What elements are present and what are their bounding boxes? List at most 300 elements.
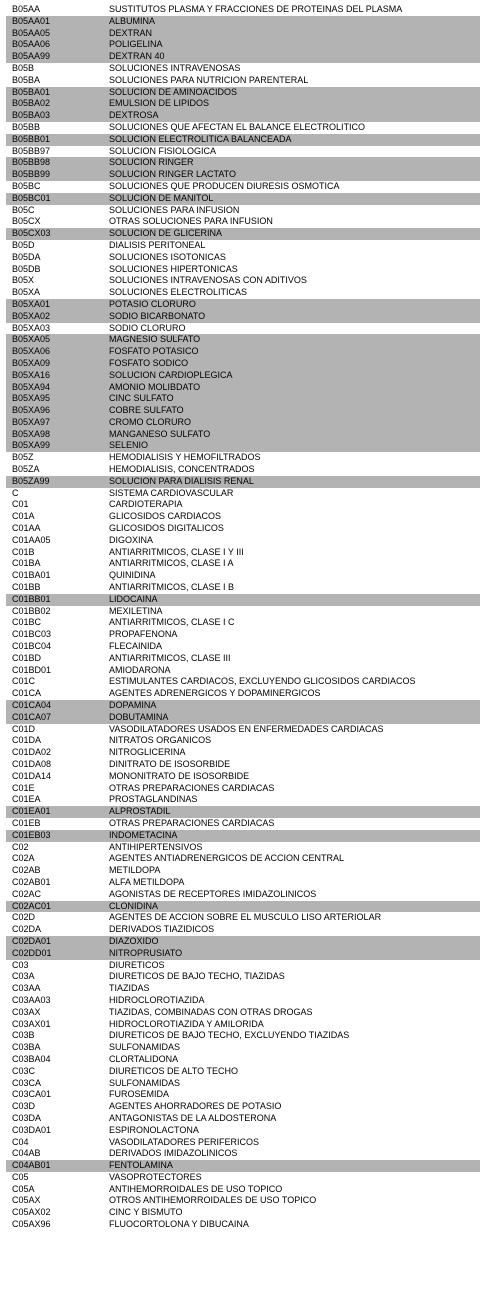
- table-row: [6, 1078, 480, 1090]
- code-cell: B05C: [12, 204, 35, 215]
- code-cell: C01CA07: [6, 712, 103, 724]
- code-cell: C02AC: [12, 888, 42, 899]
- description-cell: DIALISIS PERITONEAL: [109, 239, 206, 250]
- code-cell: C05: [12, 1171, 29, 1182]
- table-row: [6, 948, 480, 960]
- description-cell: SUSTITUTOS PLASMA Y FRACCIONES DE PROTEINAS DEL PLASMA: [109, 4, 403, 14]
- description-cell: DIURETICOS: [109, 959, 165, 970]
- code-cell: C01B: [12, 546, 35, 557]
- code-cell: C01EB03: [6, 830, 103, 842]
- description-cell: CINC SULFATO: [103, 393, 480, 405]
- table-row: [6, 1019, 480, 1031]
- code-cell: C01C: [12, 676, 36, 687]
- table-row: [6, 735, 480, 747]
- table-row: [6, 4, 480, 16]
- table-row: [6, 1184, 480, 1196]
- description-cell: SOLUCION RINGER LACTATO: [103, 169, 480, 181]
- description-cell: CLONIDINA: [103, 901, 480, 913]
- description-cell: SOLUCION DE GLICERINA: [103, 228, 480, 240]
- table-row: [6, 1054, 480, 1066]
- description-cell: DIURETICOS DE BAJO TECHO, TIAZIDAS: [109, 971, 285, 982]
- code-cell: C01EA: [12, 794, 41, 805]
- code-cell: B05XA97: [6, 417, 103, 429]
- description-cell: HEMODIALISIS Y HEMOFILTRADOS: [109, 452, 261, 463]
- table-row: [6, 1137, 480, 1149]
- table-row: [6, 28, 480, 40]
- description-cell: OTRAS PREPARACIONES CARDIACAS: [109, 782, 275, 793]
- description-cell: DOBUTAMINA: [103, 712, 480, 724]
- table-row: [6, 1195, 480, 1207]
- code-cell: B05BB99: [6, 169, 103, 181]
- code-cell: C03D: [12, 1101, 36, 1112]
- code-cell: C03CA01: [12, 1089, 52, 1100]
- table-row: [6, 924, 480, 936]
- description-cell: DEXTRAN: [103, 28, 480, 40]
- table-row: [6, 995, 480, 1007]
- code-cell: B05AA99: [6, 51, 103, 63]
- table-row: [6, 641, 480, 653]
- code-cell: C03CA: [12, 1077, 42, 1088]
- code-cell: B05XA09: [6, 358, 103, 370]
- description-cell: CLORTALIDONA: [109, 1053, 179, 1064]
- code-cell: B05AA: [12, 4, 41, 14]
- description-cell: ESTIMULANTES CARDIACOS, EXCLUYENDO GLICOSIDOS CARDIACOS: [109, 676, 416, 687]
- table-row: [6, 570, 480, 582]
- code-cell: B05XA16: [6, 370, 103, 382]
- table-row: [6, 358, 480, 370]
- description-cell: AGENTES AHORRADORES DE POTASIO: [109, 1101, 282, 1112]
- table-row: [6, 299, 480, 311]
- code-cell: C03C: [12, 1065, 36, 1076]
- table-body: [6, 4, 480, 1231]
- code-cell: B05XA03: [12, 322, 51, 333]
- table-row: [6, 405, 480, 417]
- description-cell: AGENTES ANTIADRENERGICOS DE ACCION CENTRAL: [109, 853, 345, 864]
- description-cell: ESPIRONOLACTONA: [109, 1124, 199, 1135]
- table-row: [6, 676, 480, 688]
- description-cell: SODIO BICARBONATO: [103, 311, 480, 323]
- description-cell: HEMODIALISIS, CONCENTRADOS: [109, 464, 255, 475]
- code-cell: C03BA: [12, 1042, 41, 1053]
- description-cell: SOLUCIONES HIPERTONICAS: [109, 263, 238, 274]
- table-row: [6, 1125, 480, 1137]
- code-cell: C01BA: [12, 558, 41, 569]
- code-cell: C01EB: [12, 817, 41, 828]
- description-cell: SOLUCIONES PARA INFUSION: [109, 204, 240, 215]
- code-cell: B05XA94: [6, 382, 103, 394]
- code-cell: B05XA98: [6, 429, 103, 441]
- table-row: [6, 1148, 480, 1160]
- code-cell: C02AB: [12, 865, 41, 876]
- table-row: [6, 771, 480, 783]
- table-row: [6, 629, 480, 641]
- description-cell: DOPAMINA: [103, 700, 480, 712]
- description-cell: ANTIARRITMICOS, CLASE I Y III: [109, 546, 244, 557]
- code-cell: B05XA99: [6, 440, 103, 452]
- table-row: [6, 488, 480, 500]
- table-row: [6, 275, 480, 287]
- table-row: [6, 747, 480, 759]
- description-cell: PROSTAGLANDINAS: [109, 794, 198, 805]
- description-cell: NITRATOS ORGANICOS: [109, 735, 212, 746]
- description-cell: SOLUCIONES ISOTONICAS: [109, 251, 226, 262]
- description-cell: SOLUCIONES QUE PRODUCEN DIURESIS OSMOTICA: [109, 180, 340, 191]
- code-cell: B05XA: [12, 287, 41, 298]
- table-row: [6, 582, 480, 594]
- code-cell: C05AX: [12, 1195, 41, 1206]
- code-cell: C01AA: [12, 523, 41, 534]
- table-row: [6, 523, 480, 535]
- code-cell: B05X: [12, 275, 35, 286]
- description-cell: COBRE SULFATO: [103, 405, 480, 417]
- table-row: [6, 511, 480, 523]
- table-row: [6, 688, 480, 700]
- table-row: [6, 311, 480, 323]
- description-cell: POTASIO CLORURO: [103, 299, 480, 311]
- table-row: [6, 818, 480, 830]
- code-cell: B05ZA: [12, 464, 40, 475]
- table-row: [6, 323, 480, 335]
- description-cell: TIAZIDAS, COMBINADAS CON OTRAS DROGAS: [109, 1006, 313, 1017]
- table-row: [6, 1030, 480, 1042]
- code-cell: C01CA: [12, 688, 42, 699]
- code-cell: C: [12, 487, 19, 498]
- description-cell: ANTIARRITMICOS, CLASE I B: [109, 582, 235, 593]
- code-cell: C03AA: [12, 983, 41, 994]
- table-row: [6, 51, 480, 63]
- table-row: [6, 558, 480, 570]
- description-cell: GLICOSIDOS DIGITALICOS: [109, 523, 224, 534]
- description-cell: SOLUCION RINGER: [103, 157, 480, 169]
- code-cell: B05XA95: [6, 393, 103, 405]
- code-cell: C02AB01: [12, 876, 51, 887]
- code-cell: C01E: [12, 782, 35, 793]
- code-cell: C02: [12, 841, 29, 852]
- description-cell: OTROS ANTIHEMORROIDALES DE USO TOPICO: [109, 1195, 317, 1206]
- table-row: [6, 1066, 480, 1078]
- description-cell: FLECAINIDA: [109, 641, 163, 652]
- table-row: [6, 983, 480, 995]
- code-cell: B05XA06: [6, 346, 103, 358]
- table-row: [6, 1089, 480, 1101]
- table-row: [6, 476, 480, 488]
- code-cell: B05BB: [12, 121, 41, 132]
- description-cell: ANTIHIPERTENSIVOS: [109, 841, 203, 852]
- table-row: [6, 499, 480, 511]
- table-row: [6, 1160, 480, 1172]
- description-cell: VASODILATADORES PERIFERICOS: [109, 1136, 260, 1147]
- table-row: [6, 417, 480, 429]
- description-cell: SOLUCION ELECTROLITICA BALANCEADA: [103, 134, 480, 146]
- description-cell: DIURETICOS DE ALTO TECHO: [109, 1065, 239, 1076]
- code-cell: C03DA: [12, 1112, 42, 1123]
- code-cell: B05BB98: [6, 157, 103, 169]
- table-row: [6, 205, 480, 217]
- description-cell: CARDIOTERAPIA: [109, 499, 183, 510]
- description-cell: CROMO CLORURO: [103, 417, 480, 429]
- code-cell: C01AA05: [12, 534, 51, 545]
- table-row: [6, 98, 480, 110]
- table-row: [6, 346, 480, 358]
- description-cell: SULFONAMIDAS: [109, 1077, 181, 1088]
- code-cell: B05BA01: [6, 87, 103, 99]
- description-cell: EMULSION DE LIPIDOS: [103, 98, 480, 110]
- table-row: [6, 110, 480, 122]
- description-cell: SULFONAMIDAS: [109, 1042, 181, 1053]
- table-row: [6, 157, 480, 169]
- table-row: [6, 1042, 480, 1054]
- code-cell: B05BA: [12, 74, 41, 85]
- table-row: [6, 134, 480, 146]
- code-cell: B05BA03: [6, 110, 103, 122]
- code-cell: C03: [12, 959, 29, 970]
- table-row: [6, 1207, 480, 1219]
- table-row: [6, 712, 480, 724]
- code-cell: C01CA04: [6, 700, 103, 712]
- code-cell: C03B: [12, 1030, 35, 1041]
- table-row: [6, 122, 480, 134]
- table-row: [6, 1219, 480, 1231]
- description-cell: AGENTES ADRENERGICOS Y DOPAMINERGICOS: [109, 688, 321, 699]
- code-cell: C01DA02: [12, 747, 52, 758]
- code-cell: C01D: [12, 723, 36, 734]
- code-cell: B05BB97: [12, 145, 51, 156]
- table-row: [6, 1101, 480, 1113]
- description-cell: AMIODARONA: [109, 664, 171, 675]
- description-cell: NITROGLICERINA: [109, 747, 186, 758]
- description-cell: HIDROCLOROTIAZIDA: [109, 994, 205, 1005]
- table-row: [6, 181, 480, 193]
- description-cell: HIDROCLOROTIAZIDA Y AMILORIDA: [109, 1018, 264, 1029]
- description-cell: ANTIARRITMICOS, CLASE III: [109, 652, 231, 663]
- code-cell: B05D: [12, 239, 35, 250]
- table-row: [6, 440, 480, 452]
- code-cell: C01BD01: [12, 664, 52, 675]
- code-cell: C02DA01: [6, 936, 103, 948]
- table-row: [6, 783, 480, 795]
- code-cell: C02DA: [12, 924, 42, 935]
- code-cell: C04AB: [12, 1148, 41, 1159]
- description-cell: DIAZOXIDO: [103, 936, 480, 948]
- code-cell: C01BD: [12, 652, 42, 663]
- code-cell: C01BC03: [12, 629, 52, 640]
- table-row: [6, 547, 480, 559]
- table-row: [6, 653, 480, 665]
- description-cell: SOLUCIONES ELECTROLITICAS: [109, 287, 248, 298]
- table-row: [6, 724, 480, 736]
- description-cell: FOSFATO SODICO: [103, 358, 480, 370]
- code-cell: C05A: [12, 1183, 35, 1194]
- table-row: [6, 429, 480, 441]
- table-row: [6, 842, 480, 854]
- table-row: [6, 901, 480, 913]
- table-row: [6, 759, 480, 771]
- table-row: [6, 382, 480, 394]
- description-cell: DEXTROSA: [103, 110, 480, 122]
- table-row: [6, 865, 480, 877]
- description-cell: ANTIARRITMICOS, CLASE I C: [109, 617, 235, 628]
- description-cell: DIURETICOS DE BAJO TECHO, EXCLUYENDO TIAZIDAS: [109, 1030, 350, 1041]
- code-cell: C03A: [12, 971, 35, 982]
- code-cell: B05BB01: [6, 134, 103, 146]
- description-cell: DERIVADOS IMIDAZOLINICOS: [109, 1148, 238, 1159]
- description-cell: POLIGELINA: [103, 39, 480, 51]
- code-cell: C05AX02: [12, 1207, 51, 1218]
- description-cell: INDOMETACINA: [103, 830, 480, 842]
- table-row: [6, 960, 480, 972]
- code-cell: C02A: [12, 853, 35, 864]
- code-cell: B05DA: [12, 251, 41, 262]
- code-cell: B05B: [12, 62, 35, 73]
- code-cell: B05XA96: [6, 405, 103, 417]
- code-cell: C01EA01: [6, 806, 103, 818]
- code-cell: B05AA01: [6, 16, 103, 28]
- table-row: [6, 877, 480, 889]
- table-row: [6, 1113, 480, 1125]
- table-row: [6, 39, 480, 51]
- table-row: [6, 912, 480, 924]
- code-cell: C01A: [12, 511, 35, 522]
- code-cell: B05BC01: [6, 193, 103, 205]
- description-cell: SOLUCIONES INTRAVENOSAS: [109, 62, 241, 73]
- code-cell: C01: [12, 499, 29, 510]
- table-row: [6, 169, 480, 181]
- code-cell: C02D: [12, 912, 36, 923]
- description-cell: METILDOPA: [109, 865, 161, 876]
- code-cell: C01DA08: [12, 759, 52, 769]
- description-cell: CINC Y BISMUTO: [109, 1207, 183, 1218]
- table-row: [6, 889, 480, 901]
- table-row: [6, 700, 480, 712]
- description-cell: SOLUCION FISIOLOGICA: [109, 145, 217, 156]
- description-cell: NITROPRUSIATO: [103, 948, 480, 960]
- description-cell: SISTEMA CARDIOVASCULAR: [109, 487, 234, 498]
- description-cell: ANTIARRITMICOS, CLASE I A: [109, 558, 234, 569]
- description-cell: SOLUCION PARA DIALISIS RENAL: [103, 476, 480, 488]
- table-row: [6, 464, 480, 476]
- description-cell: PROPAFENONA: [109, 629, 178, 640]
- description-cell: VASODILATADORES USADOS EN ENFERMEDADES CARDIACAS: [109, 723, 384, 734]
- code-cell: B05AA06: [6, 39, 103, 51]
- description-cell: SOLUCION CARDIOPLEGICA: [103, 370, 480, 382]
- code-cell: C03BA04: [12, 1053, 51, 1064]
- table-row: [6, 252, 480, 264]
- table-row: [6, 853, 480, 865]
- code-cell: B05BA02: [6, 98, 103, 110]
- drug-code-table: [6, 4, 480, 1231]
- code-cell: B05CX: [12, 216, 41, 227]
- code-cell: C02DD01: [6, 948, 103, 960]
- code-cell: B05XA05: [6, 334, 103, 346]
- table-row: [6, 75, 480, 87]
- code-cell: C01BB01: [6, 594, 103, 606]
- description-cell: FOSFATO POTASICO: [103, 346, 480, 358]
- description-cell: SELENIO: [103, 440, 480, 452]
- table-row: [6, 1007, 480, 1019]
- description-cell: MAGNESIO SULFATO: [103, 334, 480, 346]
- code-cell: B05XA01: [6, 299, 103, 311]
- table-row: [6, 606, 480, 618]
- description-cell: MONONITRATO DE ISOSORBIDE: [109, 770, 250, 781]
- description-cell: DEXTRAN 40: [103, 51, 480, 63]
- code-cell: C01BB: [12, 582, 41, 593]
- description-cell: FLUOCORTOLONA Y DIBUCAINA: [109, 1219, 249, 1230]
- table-row: [6, 393, 480, 405]
- description-cell: FUROSEMIDA: [109, 1089, 170, 1100]
- description-cell: GLICOSIDOS CARDIACOS: [109, 511, 222, 522]
- table-row: [6, 146, 480, 158]
- description-cell: ALFA METILDOPA: [109, 876, 185, 887]
- code-cell: C03AA03: [12, 994, 51, 1005]
- table-row: [6, 1172, 480, 1184]
- table-row: [6, 193, 480, 205]
- table-row: [6, 240, 480, 252]
- description-cell: AGENTES DE ACCION SOBRE EL MUSCULO LISO ARTERIOLAR: [109, 912, 382, 923]
- description-cell: FENTOLAMINA: [103, 1160, 480, 1172]
- description-cell: ANTIHEMORROIDALES DE USO TOPICO: [109, 1183, 283, 1194]
- description-cell: SOLUCION DE AMINOACIDOS: [103, 87, 480, 99]
- description-cell: OTRAS SOLUCIONES PARA INFUSION: [109, 216, 273, 227]
- description-cell: AMONIO MOLIBDATO: [103, 382, 480, 394]
- description-cell: DIGOXINA: [109, 534, 154, 545]
- description-cell: DERIVADOS TIAZIDICOS: [109, 924, 215, 935]
- description-cell: LIDOCAINA: [103, 594, 480, 606]
- description-cell: QUINIDINA: [109, 570, 156, 581]
- table-row: [6, 594, 480, 606]
- table-row: [6, 535, 480, 547]
- table-row: [6, 806, 480, 818]
- description-cell: ANTAGONISTAS DE LA ALDOSTERONA: [109, 1112, 277, 1123]
- description-cell: SOLUCIONES QUE AFECTAN EL BALANCE ELECTROLITICO: [109, 121, 366, 132]
- code-cell: B05XA02: [6, 311, 103, 323]
- description-cell: MANGANESO SULFATO: [103, 429, 480, 441]
- table-row: [6, 617, 480, 629]
- code-cell: C03DA01: [12, 1124, 52, 1135]
- code-cell: C01DA14: [12, 770, 52, 781]
- table-row: [6, 971, 480, 983]
- description-cell: TIAZIDAS: [109, 983, 150, 994]
- code-cell: C03AX01: [12, 1018, 51, 1029]
- code-cell: C05AX96: [12, 1219, 51, 1230]
- code-cell: C02AC01: [6, 901, 103, 913]
- table-row: [6, 216, 480, 228]
- code-cell: C04AB01: [6, 1160, 103, 1172]
- description-cell: ALBUMINA: [103, 16, 480, 28]
- table-row: [6, 830, 480, 842]
- description-cell: DINITRATO DE ISOSORBIDE: [109, 759, 231, 769]
- code-cell: C01DA: [12, 735, 42, 746]
- table-row: [6, 936, 480, 948]
- table-row: [6, 16, 480, 28]
- code-cell: C03AX: [12, 1006, 41, 1017]
- code-cell: B05DB: [12, 263, 41, 274]
- description-cell: SOLUCIONES INTRAVENOSAS CON ADITIVOS: [109, 275, 307, 286]
- table-row: [6, 370, 480, 382]
- code-cell: C01BC: [12, 617, 42, 628]
- code-cell: C01BA01: [12, 570, 51, 581]
- table-row: [6, 452, 480, 464]
- code-cell: B05CX03: [6, 228, 103, 240]
- description-cell: AGONISTAS DE RECEPTORES IMIDAZOLINICOS: [109, 888, 317, 899]
- description-cell: VASOPROTECTORES: [109, 1171, 202, 1182]
- table-row: [6, 334, 480, 346]
- table-row: [6, 63, 480, 75]
- table-row: [6, 264, 480, 276]
- description-cell: SOLUCION DE MANITOL: [103, 193, 480, 205]
- code-cell: C01BB02: [12, 605, 51, 616]
- table-row: [6, 665, 480, 677]
- description-cell: SODIO CLORURO: [109, 322, 186, 333]
